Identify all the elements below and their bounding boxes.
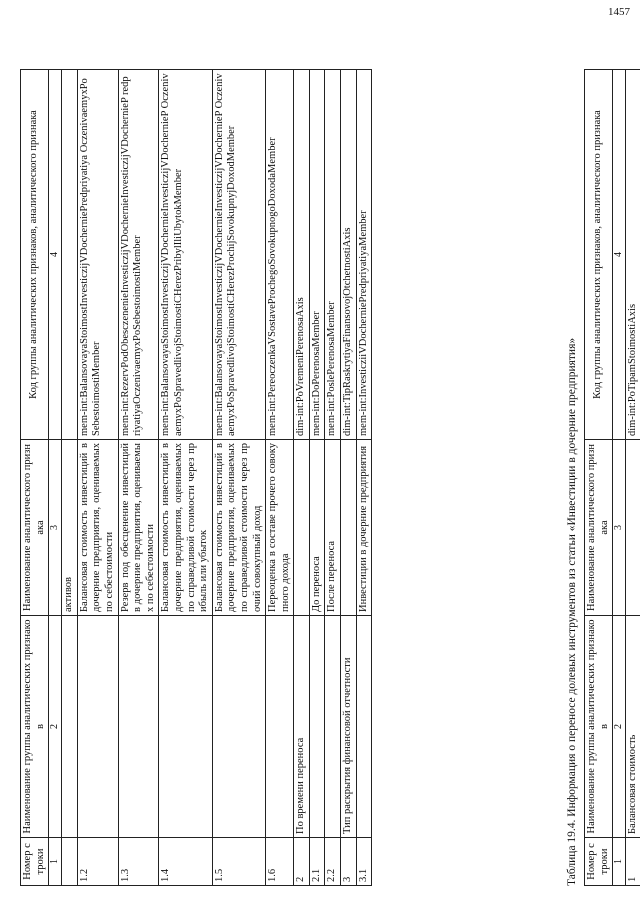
feature-name: Балансовая стоимость инвестиций в дочерние предприятия, оцениваемых по себестоимости	[77, 440, 118, 616]
group-name	[325, 616, 341, 838]
feature-code	[62, 70, 78, 440]
feature-name: Резерв под обесценение инвестиций в дочерние предприятия, оцениваемых по себестоимости	[118, 440, 159, 616]
table-row	[294, 70, 310, 886]
header-feature-name: Наименование аналитического признака	[585, 440, 613, 616]
column-number: 4	[613, 70, 626, 440]
page-number: 1457	[608, 6, 630, 18]
feature-code: dim-int:PoVremeniPerenosaAxis	[294, 70, 310, 440]
header-row-number: Номер строки	[21, 838, 49, 886]
table-row	[309, 70, 325, 886]
group-name	[62, 616, 78, 838]
feature-name: Переоценка в составе прочего совокупного дохода	[266, 440, 294, 616]
feature-name	[294, 440, 310, 616]
table-row	[212, 70, 265, 886]
table-row	[159, 70, 212, 886]
feature-name: Инвестиции в дочерние предприятия	[356, 440, 372, 616]
table-row	[62, 70, 78, 886]
row-number: 1.4	[159, 838, 212, 886]
row-number: 1.6	[266, 838, 294, 886]
analytics-table-transfer	[584, 69, 640, 886]
column-number: 4	[49, 70, 62, 440]
feature-code: dim-int:PoTipamStoimostiAxis	[626, 70, 640, 440]
table-row	[325, 70, 341, 886]
table-caption: Таблица 19.4. Информация о переносе долевых инструментов из статьи «Инвестиции в дочерние предприятия»	[566, 337, 578, 886]
column-number-row	[613, 70, 626, 886]
feature-name	[341, 440, 357, 616]
table-row	[356, 70, 372, 886]
feature-code: mem-int:InvesticziiVDocherniePredpriyatiyaMember	[356, 70, 372, 440]
feature-name	[626, 440, 640, 616]
group-name	[118, 616, 159, 838]
group-name	[159, 616, 212, 838]
feature-name: Балансовая стоимость инвестиций в дочерние предприятия, оцениваемых по справедливой стоимости через прибыль или убыток	[159, 440, 212, 616]
table-row	[77, 70, 118, 886]
feature-code: mem-int:BalansovayaStoimostInvesticzijVDochernieInvesticzijVDochernieP OczenivaemyxPoSpravedlivojStoimostiCHerezProchijSovokupnyjDoxodMember	[212, 70, 265, 440]
row-number: 2.2	[325, 838, 341, 886]
table-header-row	[585, 70, 613, 886]
column-number: 2	[613, 616, 626, 838]
group-name	[356, 616, 372, 838]
group-name	[266, 616, 294, 838]
header-group-name: Наименование группы аналитических признаков	[585, 616, 613, 838]
row-number: 1.3	[118, 838, 159, 886]
table-row	[266, 70, 294, 886]
group-name: По времени переноса	[294, 616, 310, 838]
column-number: 1	[49, 838, 62, 886]
feature-code: mem-int:PereoczenkaVSostaveProchegoSovokupnogoDoxodaMember	[266, 70, 294, 440]
header-code: Код группы аналитических признаков, аналитического признака	[21, 70, 49, 440]
column-number: 3	[613, 440, 626, 616]
header-row-number: Номер строки	[585, 838, 613, 886]
header-group-name: Наименование группы аналитических признаков	[21, 616, 49, 838]
row-number: 2	[294, 838, 310, 886]
feature-code: mem-int:RezervPodObesczenenieInvesticzijVDochernieInvesticzijVDochernieP redpriyatiyaOczenivaemyxPoSebestoimostiMember	[118, 70, 159, 440]
column-number: 1	[613, 838, 626, 886]
group-name	[309, 616, 325, 838]
group-name	[77, 616, 118, 838]
rotated-page-content	[6, 16, 639, 886]
feature-name: После переноса	[325, 440, 341, 616]
feature-code: mem-int:PoslePerenosaMember	[325, 70, 341, 440]
row-number: 1	[626, 838, 640, 886]
table-header-row	[21, 70, 49, 886]
feature-name: активов	[62, 440, 78, 616]
row-number: 2.1	[309, 838, 325, 886]
table-row	[626, 70, 640, 886]
header-code: Код группы аналитических признаков, аналитического признака	[585, 70, 613, 440]
row-number: 3.1	[356, 838, 372, 886]
feature-code: dim-int:TipRaskrytiyaFinansovojOtchetnostiAxis	[341, 70, 357, 440]
feature-name: Балансовая стоимость инвестиций в дочерние предприятия, оцениваемых по справедливой стоимости через прочий совокупный доход	[212, 440, 265, 616]
group-name: Балансовая стоимость	[626, 616, 640, 838]
column-number: 3	[49, 440, 62, 616]
analytics-table-main	[20, 69, 372, 886]
row-number: 1.2	[77, 838, 118, 886]
feature-name: До переноса	[309, 440, 325, 616]
row-number: 1.5	[212, 838, 265, 886]
feature-code: mem-int:BalansovayaStoimostInvesticzijVDochernieInvesticzijVDochernieP OczenivaemyxPoSpravedlivojStoimostiCHerezPribylIliUbytokMember	[159, 70, 212, 440]
table-row	[118, 70, 159, 886]
feature-code: mem-int:DoPerenosaMember	[309, 70, 325, 440]
column-number-row	[49, 70, 62, 886]
group-name	[212, 616, 265, 838]
table-row	[341, 70, 357, 886]
feature-code: mem-int:BalansovayaStoimostInvesticzijVDocherniePredpriyatiya OczenivaemyxPoSebestoimostiMember	[77, 70, 118, 440]
group-name: Тип раскрытия финансовой отчетности	[341, 616, 357, 838]
header-feature-name: Наименование аналитического признака	[21, 440, 49, 616]
row-number	[62, 838, 78, 886]
column-number: 2	[49, 616, 62, 838]
row-number: 3	[341, 838, 357, 886]
